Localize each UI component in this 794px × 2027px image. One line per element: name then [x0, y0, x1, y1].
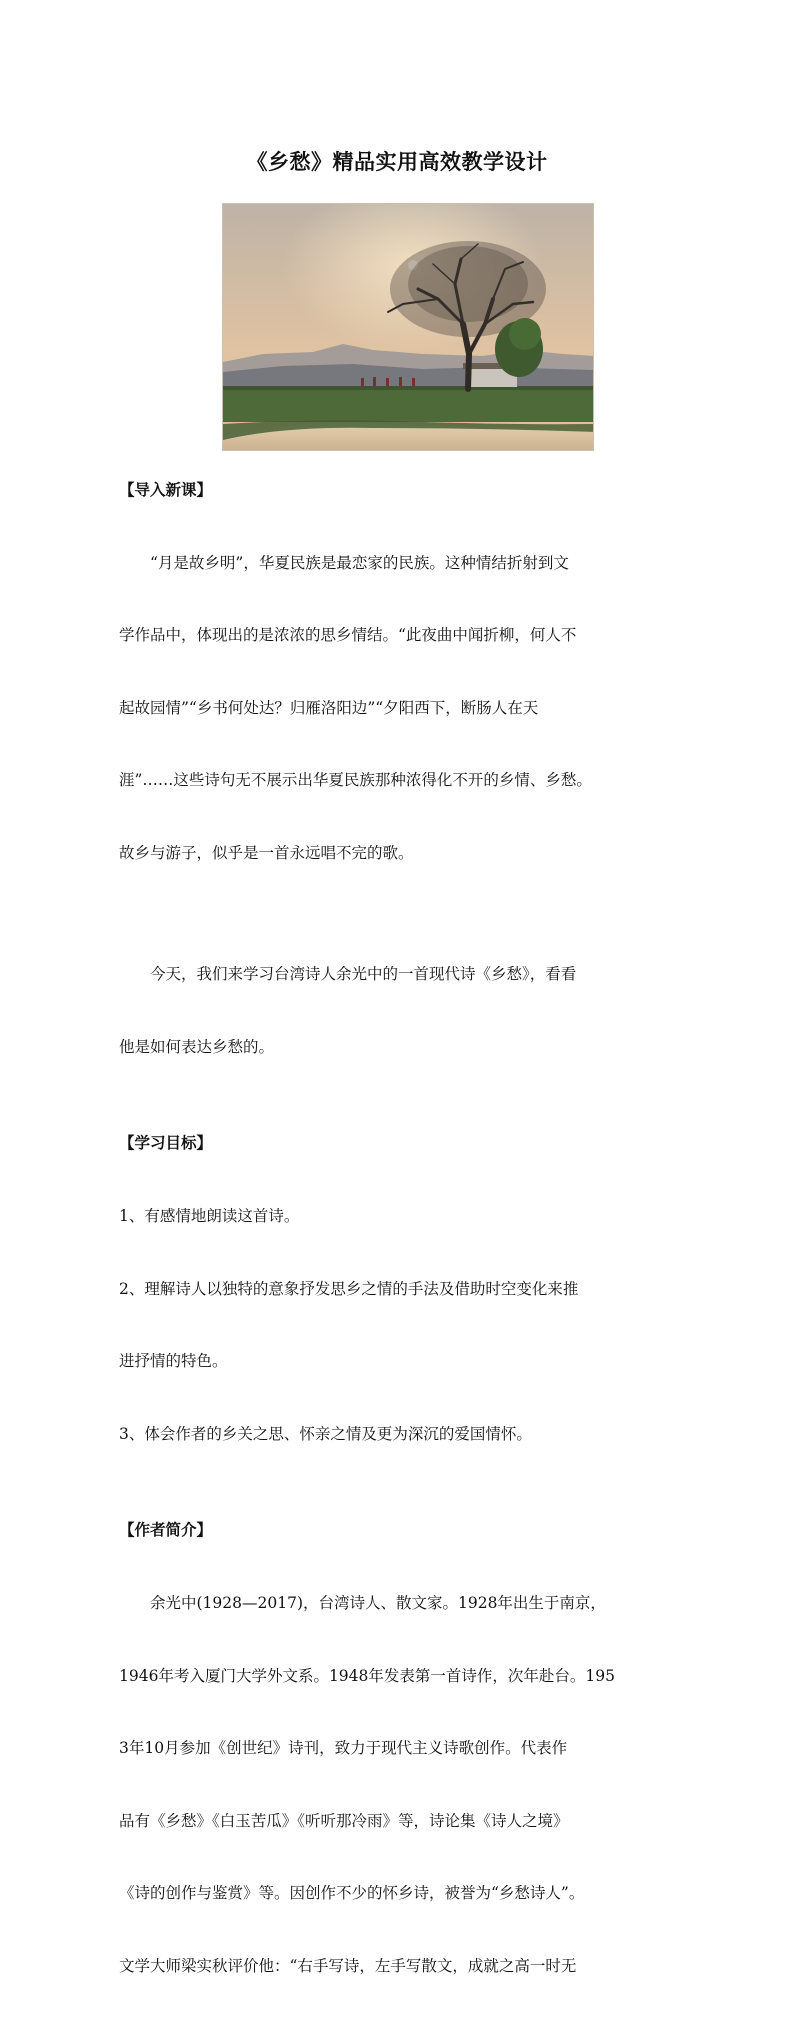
- text-line: 学作品中，体现出的是浓浓的思乡情结。“此夜曲中闻折柳，何人不: [119, 626, 577, 645]
- section-heading-goals: 【学习目标】: [119, 1134, 213, 1153]
- text-line: 《诗的创作与鉴赏》等。因创作不少的怀乡诗，被誉为“乡愁诗人”。: [119, 1884, 585, 1903]
- text-line: 他是如何表达乡愁的。: [119, 1037, 275, 1056]
- list-item: 3、体会作者的乡关之思、怀亲之情及更为深沉的爱国情怀。: [119, 1424, 532, 1443]
- page-title: 《乡愁》精品实用高效教学设计: [246, 150, 548, 174]
- text-line: 起故园情”“乡书何处达？归雁洛阳边”“夕阳西下，断肠人在天: [119, 698, 539, 717]
- text-line: 1946年考入厦门大学外文系。1948年发表第一首诗作，次年赴台。195: [119, 1666, 615, 1685]
- sunset-tree-illustration: [223, 204, 594, 451]
- document-body: [119, 478, 699, 2027]
- section-heading-author: 【作者简介】: [119, 1521, 213, 1540]
- intro-paragraph-2: [119, 914, 699, 1108]
- list-item: 1、有感情地朗读这首诗。: [119, 1206, 300, 1225]
- text-line: 故乡与游子，似乎是一首永远唱不完的歌。: [119, 844, 414, 863]
- section-heading-intro: 【导入新课】: [119, 481, 213, 499]
- text-line: 品有《乡愁》《白玉苦瓜》《听听那冷雨》等，诗论集《诗人之境》: [119, 1811, 569, 1830]
- text-line: “月是故乡明”，华夏民族是最恋家的民族。这种情结折射到文: [150, 553, 569, 572]
- list-item: 2、理解诗人以独特的意象抒发思乡之情的手法及借助时空变化来推: [119, 1279, 579, 1298]
- text-line: 文学大师梁实秋评价他：“右手写诗，左手写散文，成就之高一时无: [119, 1956, 577, 1975]
- text-line: 涯”……这些诗句无不展示出华夏民族那种浓得化不开的乡情、乡愁。: [119, 771, 592, 790]
- goals-list: [119, 1155, 699, 1494]
- list-item: 进抒情的特色。: [119, 1352, 228, 1371]
- author-paragraph: [119, 1543, 699, 2027]
- text-line: 今天，我们来学习台湾诗人余光中的一首现代诗《乡愁》，看看: [150, 965, 577, 984]
- landscape-photo: [222, 203, 594, 451]
- intro-paragraph-1: [119, 502, 699, 913]
- text-line: 3年10月参加《创世纪》诗刊，致力于现代主义诗歌创作。代表作: [119, 1739, 568, 1758]
- text-line: 余光中(1928—2017)，台湾诗人、散文家。1928年出生于南京，: [150, 1593, 606, 1612]
